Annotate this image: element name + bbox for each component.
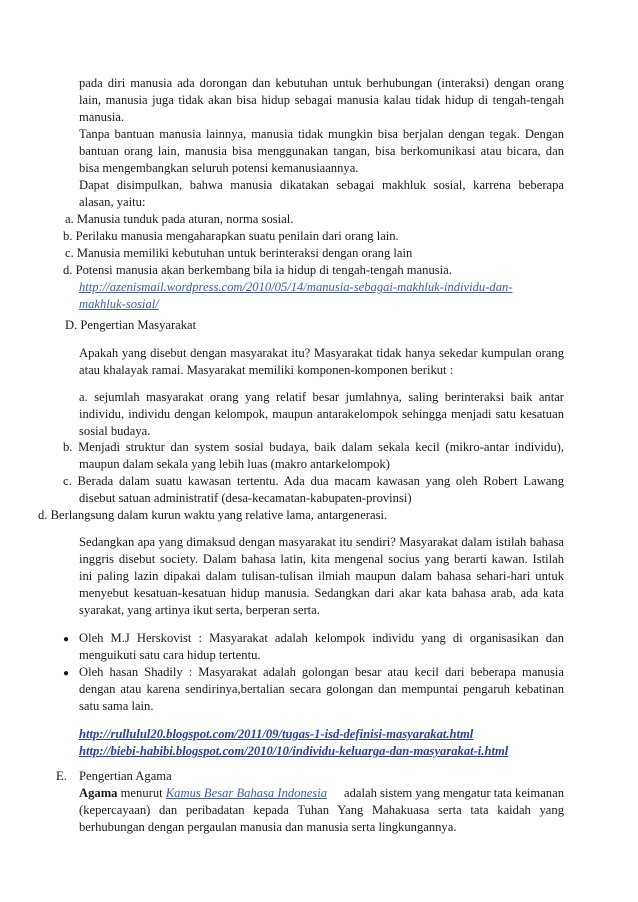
bullet-item: satu sama lain. — [79, 699, 154, 713]
paragraph-line: Tanpa bantuan manusia lainnya, manusia tidak mungkin bisa berjalan dengan tegak. Dengan — [79, 127, 564, 141]
bullet-icon: ● — [63, 668, 70, 679]
bullet-item: Oleh M.J Herskovist : Masyarakat adalah kelompok individu yang di organisasikan dan — [79, 631, 564, 645]
list-item: a. Manusia tunduk pada aturan, norma sosial. — [65, 212, 294, 226]
paragraph-line: (kepercayaan) dan peribadatan kepada Tuhan Yang Mahakuasa serta tata kaidah yang — [79, 803, 564, 817]
reference-link[interactable]: makhluk-sosial/ — [79, 297, 159, 311]
paragraph-line: Dapat disimpulkan, bahwa manusia dikatakan sebagai makhluk sosial, karrena beberapa — [79, 178, 564, 192]
list-item: individu, individu dengan kelompok, maupun antarakelompok sehingga menjadi satu kesatuan — [79, 407, 564, 421]
bold-term: Agama — [79, 786, 118, 800]
paragraph-line: pada diri manusia ada dorongan dan kebutuhan untuk berhubungan (interaksi) dengan orang — [79, 76, 564, 90]
paragraph-line: manusia. — [79, 110, 125, 124]
paragraph-line: alasan, yaitu: — [79, 195, 146, 209]
reference-link[interactable]: http://rullulul20.blogspot.com/2011/09/tugas-1-isd-definisi-masyarakat.html — [79, 727, 474, 741]
list-item: d. Potensi manusia akan berkembang bila ia hidup di tengah-tengah manusia. — [63, 263, 452, 277]
list-item: c. Manusia memiliki kebutuhan untuk berinteraksi dengan orang lain — [65, 246, 413, 260]
list-item: b. Menjadi struktur dan system sosial budaya, baik dalam sekala kecil (mikro-antar individu), — [63, 440, 564, 454]
section-label: E. — [56, 769, 67, 783]
bullet-item: Oleh hasan Shadily : Masyarakat adalah golongan besar atau kecil dari beberapa manusia — [79, 665, 564, 679]
paragraph-line: bisa mengembangkan seluruh potensi kemanusiaannya. — [79, 161, 359, 175]
paragraph-line: syarakat, yang artinya ikut serta, berperan serta. — [79, 603, 320, 617]
paragraph-line — [79, 785, 564, 802]
list-item: a. sejumlah masyarakat orang yang relatif besar jumlahnya, saling berinteraksi baik antar — [79, 390, 564, 404]
paragraph-line: berhubungan dengan pergaulan manusia dan manusia serta lingkungannya. — [79, 820, 457, 834]
section-heading: D. Pengertian Masyarakat — [65, 318, 197, 332]
paragraph-line: atau khalayak ramai. Masyarakat memiliki komponen-komponen berikut : — [79, 363, 454, 377]
paragraph-line: bantuan orang lain, manusia bisa menggunakan tangan, bisa berkomunikasi atau bicara, dan — [79, 144, 564, 158]
reference-link[interactable]: http://biebi-habibi.blogspot.com/2010/10/individu-keluarga-dan-masyarakat-i.html — [79, 744, 509, 758]
paragraph-line: inggris disebut society. Dalam bahasa latin, kita mengenal socius yang berarti kawan. Istilah — [79, 552, 564, 566]
list-item: d. Berlangsung dalam kurun waktu yang relative lama, antargenerasi. — [38, 508, 388, 522]
bullet-icon: ● — [63, 634, 70, 645]
paragraph-line: Sedangkan apa yang dimaksud dengan masyarakat itu sendiri? Masyarakat dalam istilah bahasa — [79, 535, 564, 549]
word: menurut — [120, 786, 163, 800]
paragraph-line: ini paling lazin dipakai dalam tulisan-tulisan ilmiah maupun dalam bahasa sehari-hari untuk — [79, 569, 564, 583]
list-item: c. Berada dalam suatu kawasan tertentu. Ada dua macam kawasan yang oleh Robert Lawang — [63, 474, 564, 488]
text-rest: adalah sistem yang mengatur tata keimanan — [344, 786, 564, 800]
bullet-item: dengan atau karena sendirinya,bertalian secara golongan dan mempuntai pengaruh kebatinan — [79, 682, 564, 696]
list-item: b. Perilaku manusia mengaharapkan suatu penilain dari orang lain. — [63, 229, 399, 243]
reference-link[interactable]: http://azenismail.wordpress.com/2010/05/14/manusia-sebagai-makhluk-individu-dan- — [79, 280, 513, 294]
kbbi-link[interactable]: Kamus Besar Bahasa Indonesia — [165, 786, 328, 800]
paragraph-line: menyebut kesatuan-kesatuan hidup manusia. Sedangkan dari akar kata bahasa arab, ada kata — [79, 586, 564, 600]
bullet-item: menguikuti satu cara hidup tertentu. — [79, 648, 261, 662]
paragraph-line: lain, manusia juga tidak akan bisa hidup sebagai manusia kalau tidak hidup di tengah-tengah — [79, 93, 564, 107]
list-item: sosial budaya. — [79, 424, 151, 438]
section-heading: Pengertian Agama — [79, 769, 172, 783]
paragraph-line: Apakah yang disebut dengan masyarakat itu? Masyarakat tidak hanya sekedar kumpulan orang — [79, 346, 564, 360]
list-item: maupun dalam sekala yang lebih luas (makro antarkelompok) — [79, 457, 390, 471]
list-item: disebut satuan administratif (desa-kecamatan-kabupaten-provinsi) — [79, 491, 412, 505]
